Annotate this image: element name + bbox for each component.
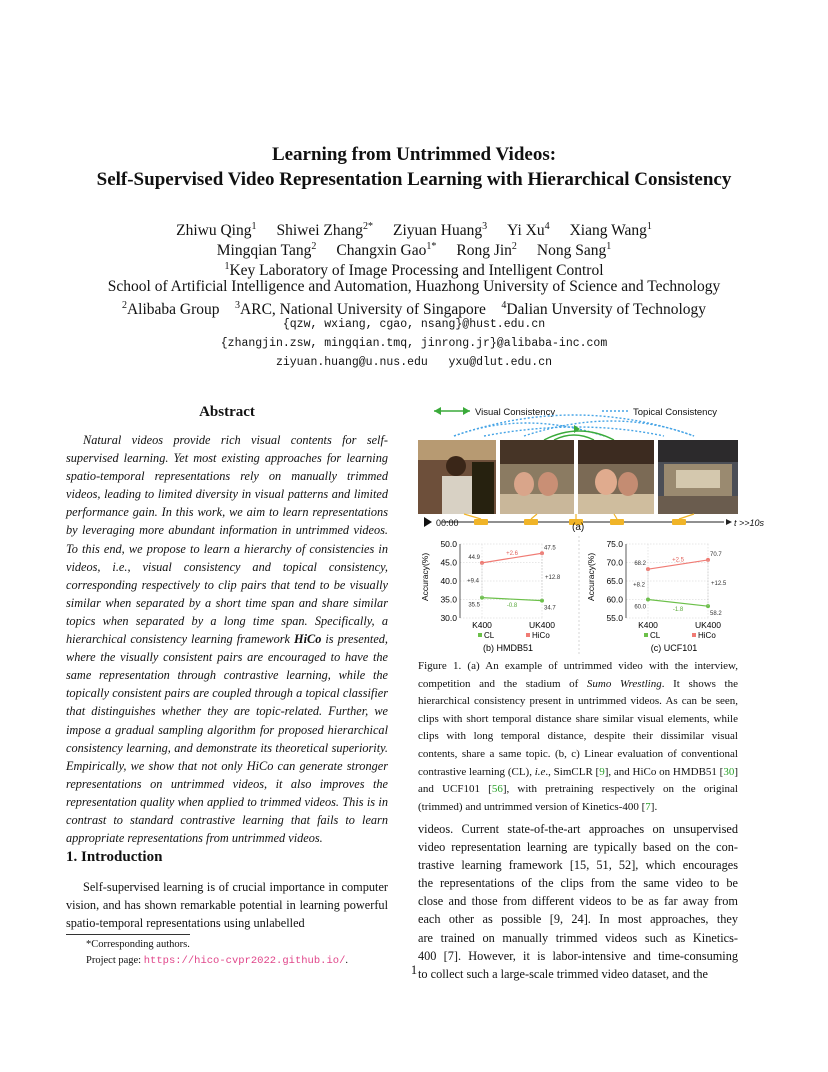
arrow-right-icon — [574, 425, 580, 433]
text-line: each other as possible [9, 24]. In most approaches, they — [418, 912, 738, 927]
legend-swatch-hico — [692, 633, 696, 637]
email-line-3: ziyuan.huang@u.nus.edu yxu@dlut.edu.cn — [275, 356, 553, 369]
visual-arcs — [544, 431, 614, 440]
author-name: Ziyuan Huang$^3$ — [393, 221, 488, 240]
legend-label-cl: CL — [650, 631, 661, 640]
legend-label-cl: CL — [484, 631, 495, 640]
project-page-link[interactable]: https://hico-cvpr2022.github.io/ — [143, 955, 346, 967]
affiliations-2-3-4: $^2$Alibaba Group $^3$ARC, National University of Singapore $^4$Dalian Unversity of Technology — [121, 300, 707, 319]
annotation-gap: +8.2 — [633, 582, 645, 589]
play-icon — [424, 517, 432, 527]
text-line: close and those from different videos to be as far away from — [418, 894, 738, 909]
frame-stadium — [658, 440, 738, 514]
affiliation-1: $^1$Key Laboratory of Image Processing and Intelligent Control — [224, 261, 604, 280]
time-end: t >>10s — [734, 518, 765, 528]
annotation-hico-gain: +2.5 — [672, 557, 684, 564]
x-tick-label: UK400 — [529, 620, 555, 630]
intro-heading: 1. Introduction — [66, 849, 163, 865]
y-tick-label: 50.0 — [440, 539, 457, 549]
paper-title-line1: Learning from Untrimmed Videos: — [271, 144, 557, 165]
data-label: 47.5 — [544, 545, 556, 552]
topical-consistency-label: Topical Consistency — [633, 407, 717, 418]
hico-name: HiCo — [294, 632, 322, 647]
figure-label-a: (a) — [572, 522, 585, 533]
author-name: Shiwei Zhang$^{2*}$ — [276, 221, 374, 240]
data-label: 70.7 — [710, 551, 722, 558]
series-line-cl — [648, 600, 708, 607]
data-label: 68.2 — [634, 561, 646, 568]
legend-label-hico: HiCo — [532, 631, 550, 640]
author-name: Rong Jin$^2$ — [456, 241, 517, 260]
footnote-corresponding: *Corresponding authors. — [86, 939, 190, 950]
figure-1a — [414, 402, 765, 530]
timeline-arrow-icon — [726, 519, 732, 525]
frame-competition-2 — [578, 440, 654, 514]
author-name: Nong Sang$^1$ — [536, 241, 612, 260]
legend-label-hico: HiCo — [698, 631, 716, 640]
annotation-cl-change: -0.8 — [506, 603, 518, 610]
x-tick-label: UK400 — [695, 620, 721, 630]
intro-text: Self-supervised learning is of crucial importance in computer vision, and has shown remarkable potential in learning powerful spatio-temporal representations using unlabelled — [66, 880, 388, 931]
y-tick-label: 55.0 — [606, 613, 623, 623]
page-number: 1 — [410, 963, 418, 977]
chart-title: (b) HMDB51 — [482, 643, 534, 653]
y-tick-label: 30.0 — [440, 613, 457, 623]
data-label: 44.9 — [468, 554, 480, 561]
email-line-1: {qzw, wxiang, cgao, nsang}@hust.edu.cn — [282, 318, 546, 331]
arrow-right-icon — [463, 407, 470, 415]
y-tick-label: 75.0 — [606, 539, 623, 549]
annotation-gap: +12.5 — [711, 581, 727, 588]
text-line: the representations of the clips from the same video to be — [418, 876, 738, 891]
affiliation-1-school: School of Artificial Intelligence and Automation, Huazhong University of Science and Technology — [107, 278, 721, 295]
y-axis-label: Accuracy(%) — [420, 552, 430, 601]
data-label: 60.0 — [634, 604, 646, 611]
y-tick-label: 60.0 — [606, 594, 623, 605]
y-tick-label: 45.0 — [440, 557, 457, 568]
data-point-cl — [706, 604, 710, 608]
time-start: 00:00 — [436, 518, 459, 528]
arrow-left-icon — [434, 407, 441, 415]
x-tick-label: K400 — [472, 620, 492, 630]
text-line: videos. Current state-of-the-art approaches on unsupervised — [418, 822, 738, 836]
topical-consistency-legend — [602, 407, 717, 418]
frame-competition-1 — [500, 440, 574, 514]
abstract-text: Natural videos provide rich visual contents for self-supervised learning. Yet most existing approaches for learning spatio-temporal representations rely on manually trimmed videos, leading to limited diversity in visual patterns and limited performance gain. In this work, we aim to learn representations by leveraging more abundant information in untrimmed videos. To this end, we propose to learn a hierarchy of consistencies in videos, i.e., visual consistency and topical consistency, corresponding respectively to clip pairs that tend to be visually similar when separated by a short time span and share similar topics when separated by a long time span. Specifically, a hierarchical consistency learning framework HiCo is presented, where the visually consistent pairs are encouraged to have the same representation through contrastive learning, while the topically consistent pairs are coupled through a topical classifier that distinguishes whether they are topic-related. Further, we impose a gradual sampling algorithm for proposed hierarchical consistency learning, and demonstrate its theoretical superiority. Empirically, we show that not only HiCo can generate stronger representations on untrimmed videos, it also improves the representation quality when applied to trimmed videos. This is in contrast to standard contrastive learning that fails to learn appropriate representations from untrimmed videos. — [66, 433, 389, 846]
y-tick-label: 35.0 — [440, 594, 457, 605]
annotation-cl-change: -1.8 — [672, 606, 684, 613]
data-label: 58.2 — [710, 611, 722, 618]
clip-links — [464, 514, 694, 519]
legend-swatch-cl — [644, 633, 648, 637]
y-tick-label: 70.0 — [606, 557, 623, 568]
text-line: video representation learning are typically based on the con- — [418, 840, 738, 855]
x-tick-label: K400 — [638, 620, 658, 630]
author-name: Yi Xu$^4$ — [507, 221, 550, 240]
legend-swatch-cl — [478, 633, 482, 637]
y-tick-label: 40.0 — [440, 576, 457, 586]
series-line-cl — [482, 598, 542, 601]
right-column-text — [418, 820, 738, 983]
text-line: 400 [7]. However, it is labor-intensive and time-consuming — [418, 948, 738, 963]
visual-consistency-label: Visual Consistency — [475, 407, 556, 418]
annotation-gap: +9.4 — [467, 578, 479, 585]
y-axis-label: Accuracy(%) — [586, 552, 596, 601]
data-label: 34.7 — [544, 605, 556, 612]
email-line-2: {zhangjin.zsw, mingqian.tmq, jinrong.jr}@alibaba-inc.com — [220, 337, 608, 350]
author-name: Mingqian Tang$^2$ — [216, 241, 317, 260]
abstract-heading: Abstract — [199, 404, 255, 420]
author-name: Zhiwu Qing$^1$ — [176, 221, 257, 240]
text-line: trastive learning framework [15, 51, 52], which encourages — [418, 858, 738, 873]
author-name: Xiang Wang$^1$ — [569, 221, 652, 240]
footnote-project-page: Project page: https://hico-cvpr2022.github.io/. — [86, 955, 348, 967]
text-line: to collect such a large-scale trimmed video dataset, and the — [418, 966, 709, 981]
legend-swatch-hico — [526, 633, 530, 637]
chart-title: (c) UCF101 — [650, 643, 698, 653]
text-line: are trained on manually trimmed videos such as Kinetics- — [418, 930, 738, 945]
annotation-hico-gain: +2.6 — [506, 551, 518, 558]
data-label: 35.5 — [468, 602, 480, 609]
footnote-rule — [66, 934, 190, 935]
paper-title-line2: Self-Supervised Video Representation Learning with Hierarchical Consistency — [96, 169, 732, 190]
figure-caption: Figure 1. (a) An example of untrimmed video with the interview, competition and the stadium of Sumo Wrestling. It shows the hierarchical consistency present in untrimmed videos. As can be seen, clips with short temporal distance share similar visual elements, while clips with long temporal distance, despite their dissimilar visual contents, share a same topic. (b, c) Linear evaluation of conventional contrastive learning (CL), i.e., SimCLR [9], and HiCo on HMDB51 [30] and UCF101 [56], with pretraining respectively on the original (trimmed) and untrimmed version of Kinetics-400 [7]. — [418, 660, 738, 813]
author-name: Changxin Gao$^{1*}$ — [336, 241, 437, 260]
frame-interview — [418, 440, 496, 514]
annotation-gap: +12.8 — [545, 574, 561, 581]
figure-1bc-charts — [416, 532, 748, 658]
y-tick-label: 65.0 — [606, 576, 623, 586]
